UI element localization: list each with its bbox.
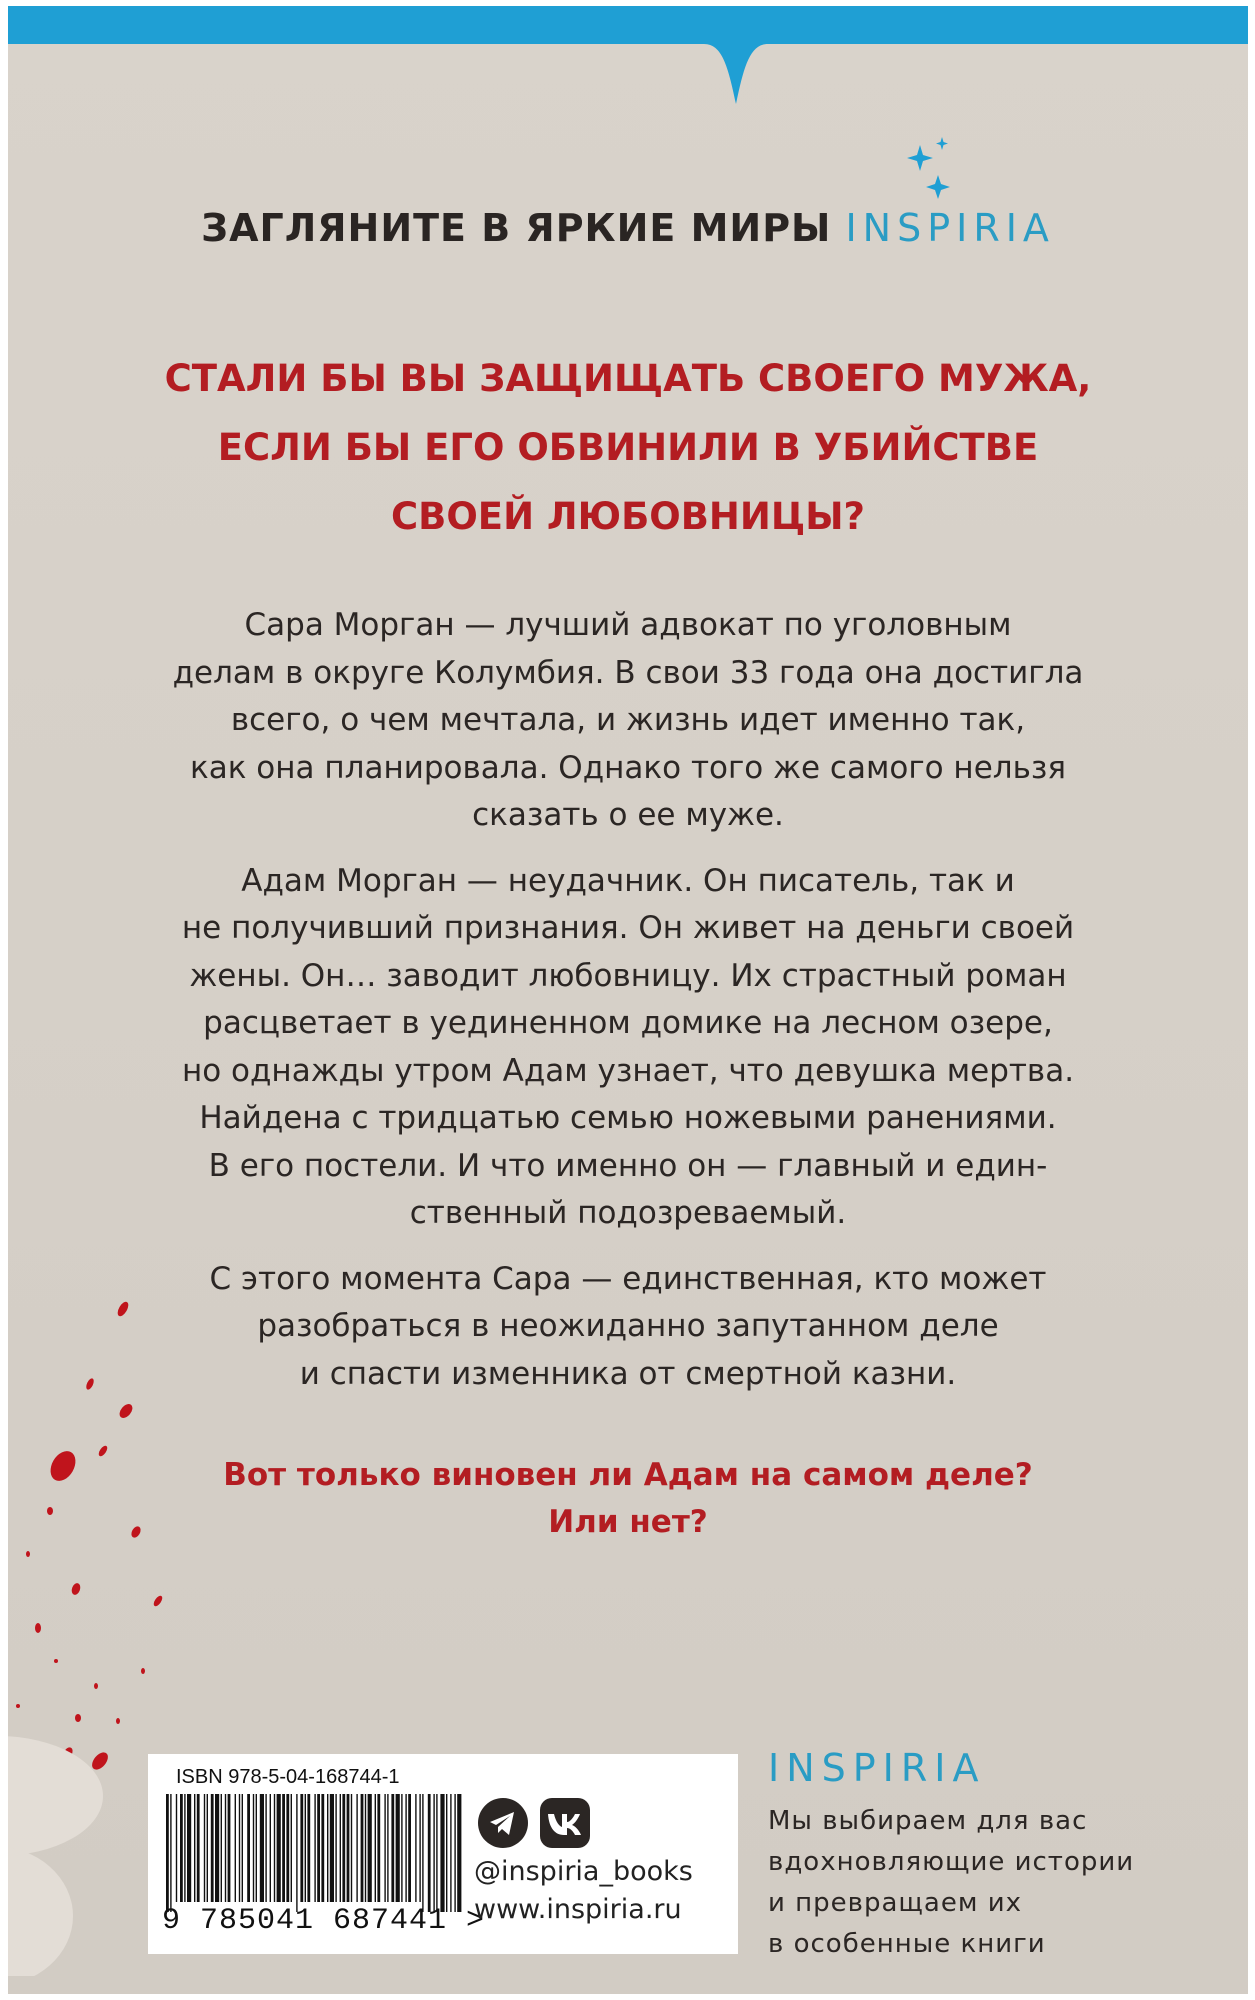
telegram-icon[interactable] (478, 1798, 528, 1848)
barcode-bar (419, 1794, 420, 1902)
barcode-bar (368, 1794, 372, 1902)
slogan-line: вдохновляющие истории (768, 1847, 1135, 1877)
barcode-bar (428, 1794, 431, 1912)
barcode-bar (215, 1794, 219, 1902)
imprint-tagline (8, 206, 1248, 250)
synopsis-line: разобраться в неожиданно запутанном деле (257, 1308, 999, 1344)
barcode-bar (356, 1794, 357, 1902)
slogan-line: Мы выбираем для вас (768, 1806, 1088, 1836)
barcode-bar (384, 1794, 385, 1902)
barcode-bar (342, 1794, 345, 1902)
headline (68, 344, 1188, 551)
barcode-bar (436, 1794, 437, 1912)
barcode-bar (239, 1794, 240, 1902)
barcode-bar (253, 1794, 254, 1902)
barcode-bar (317, 1794, 320, 1902)
synopsis-line: В его постели. И что именно он — главный и един- (208, 1147, 1048, 1184)
synopsis-line: но однажды утром Адам узнает, что девушка мертва. (181, 1052, 1075, 1089)
barcode-bar (176, 1794, 177, 1902)
barcode-bar (415, 1794, 416, 1902)
barcode-bar (166, 1794, 169, 1912)
publisher-logo: INSPIRIA (768, 1746, 986, 1790)
synopsis-line: жены. Он… заводит любовницу. Их страстный роман (189, 957, 1067, 994)
barcode-bar (365, 1794, 366, 1902)
barcode-bar (228, 1794, 231, 1902)
synopsis-line: как она планировала. Однако того же самого нельзя (190, 749, 1066, 786)
barcode-bar (446, 1794, 447, 1912)
barcode-bar (454, 1794, 455, 1912)
barcode-bar (321, 1794, 324, 1902)
slogan-line: в особенные книги (768, 1929, 1046, 1959)
barcode-bar (194, 1794, 195, 1902)
social-handle[interactable]: @inspiria_books (474, 1856, 693, 1887)
barcode-bar (433, 1794, 434, 1912)
synopsis-paragraph (128, 1256, 1128, 1399)
isbn-label: ISBN 978-5-04-168744-1 (176, 1766, 400, 1788)
vk-icon[interactable] (540, 1798, 590, 1848)
headline-line: СВОЕЙ ЛЮБОВНИЦЫ? (390, 495, 865, 538)
synopsis-line: не получивший признания. Он живет на деньги своей (181, 910, 1075, 946)
barcode-bar (340, 1794, 341, 1902)
closing-question (108, 1452, 1148, 1546)
barcode-bar (361, 1794, 364, 1902)
barcode-bar (457, 1794, 461, 1912)
barcode-panel (148, 1754, 738, 1954)
barcode-bar (300, 1794, 303, 1902)
synopsis (128, 602, 1128, 1416)
synopsis-line: Адам Морган — неудачник. Он писатель, так и (241, 862, 1015, 899)
barcode-digits: 9 785041 687441 > (162, 1904, 486, 1938)
website-link[interactable]: www.inspiria.ru (474, 1894, 682, 1925)
social-icons (478, 1796, 608, 1852)
barcode-bar (375, 1794, 376, 1902)
sparkle-icon (898, 131, 958, 201)
barcode-bar (265, 1794, 266, 1902)
barcode-bar (247, 1794, 250, 1902)
barcode-bar (242, 1794, 243, 1902)
barcode-bar (330, 1794, 334, 1902)
slogan-line: и превращаем их (768, 1888, 1023, 1918)
book-back-cover (8, 6, 1248, 1994)
barcode-bar (401, 1794, 402, 1902)
headline-line: ЕСЛИ БЫ ЕГО ОБВИНИЛИ В УБИЙСТВЕ (217, 426, 1039, 469)
barcode-bar (270, 1794, 271, 1902)
barcode-bar (440, 1794, 444, 1912)
barcode-bar (221, 1794, 222, 1902)
barcode-bar (187, 1794, 191, 1902)
barcode-bar (305, 1794, 306, 1902)
barcode-bar (450, 1794, 451, 1912)
barcode (162, 1794, 467, 1912)
synopsis-line: ственный подозреваемый. (409, 1195, 847, 1231)
synopsis-paragraph (128, 858, 1128, 1238)
publisher-slogan (768, 1801, 1208, 1965)
tagline-text: ЗАГЛЯНИТЕ В ЯРКИЕ МИРЫ (201, 206, 832, 250)
barcode-bar (296, 1794, 297, 1912)
barcode-bar (197, 1794, 200, 1902)
barcode-bar (327, 1794, 328, 1902)
barcode-bar (335, 1794, 336, 1902)
barcode-bar (422, 1794, 423, 1912)
barcode-bar (170, 1794, 171, 1912)
question-line: Или нет? (548, 1504, 708, 1540)
barcode-bar (274, 1794, 275, 1902)
barcode-bar (211, 1794, 214, 1902)
synopsis-line: всего, о чем мечтала, и жизнь идет именно так, (230, 702, 1026, 738)
barcode-bar (180, 1794, 183, 1902)
barcode-bar (277, 1794, 281, 1902)
barcode-bar (307, 1794, 310, 1902)
barcode-bar (347, 1794, 350, 1902)
barcode-bar (291, 1794, 292, 1902)
synopsis-line: С этого момента Сара — единственная, кто может (209, 1260, 1047, 1297)
barcode-bar (391, 1794, 394, 1902)
synopsis-line: и спасти изменника от смертной казни. (299, 1355, 957, 1392)
synopsis-paragraph (128, 602, 1128, 840)
barcode-bar (204, 1794, 205, 1902)
barcode-bar (351, 1794, 352, 1902)
barcode-bar (396, 1794, 400, 1902)
top-blue-band (8, 6, 1248, 116)
barcode-bar (184, 1794, 185, 1902)
barcode-bar (225, 1794, 226, 1902)
barcode-bar (282, 1794, 285, 1902)
question-line: Вот только виновен ли Адам на самом деле? (223, 1457, 1033, 1493)
barcode-bar (405, 1794, 406, 1902)
headline-line: СТАЛИ БЫ ВЫ ЗАЩИЩАТЬ СВОЕГО МУЖА, (164, 357, 1092, 400)
barcode-bar (235, 1794, 236, 1902)
barcode-bar (387, 1794, 388, 1902)
barcode-bar (408, 1794, 411, 1902)
tagline-brand: INSPIRIA (845, 206, 1055, 250)
synopsis-line: расцветает в уединенном домике на лесном озере, (203, 1005, 1053, 1041)
synopsis-line: Найдена с тридцатью семью ножевыми ранениями. (199, 1100, 1057, 1136)
synopsis-line: сказать о ее муже. (472, 797, 784, 833)
barcode-bar (260, 1794, 264, 1902)
synopsis-line: Сара Морган — лучший адвокат по уголовным (244, 607, 1012, 643)
barcode-bar (256, 1794, 257, 1902)
synopsis-line: делам в округе Колумбия. В свои 33 года она достигла (172, 654, 1084, 691)
barcode-bar (286, 1794, 289, 1902)
barcode-bar (314, 1794, 315, 1902)
barcode-bar (207, 1794, 208, 1902)
barcode-bar (377, 1794, 380, 1902)
